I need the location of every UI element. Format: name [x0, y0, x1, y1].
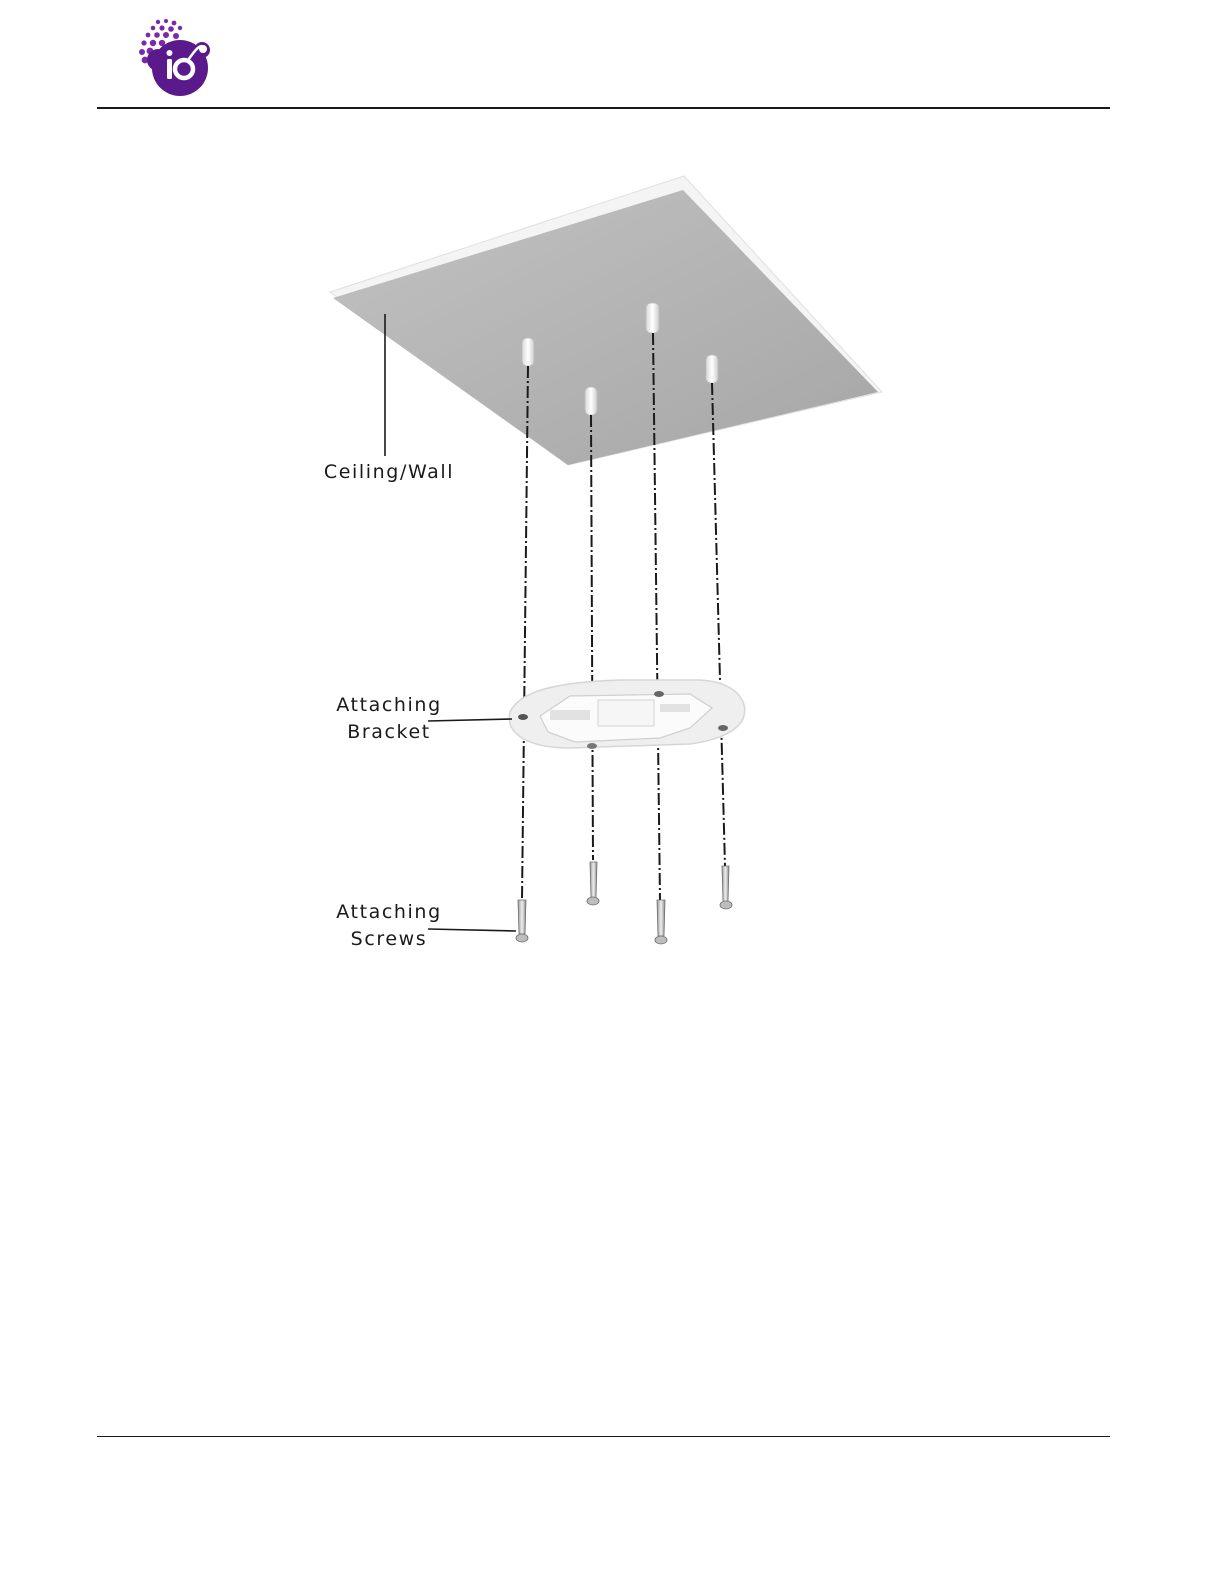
wall-anchor — [585, 387, 597, 415]
label-ceiling-wall: Ceiling/Wall — [323, 461, 455, 483]
screw — [655, 900, 667, 944]
ceiling-plate — [330, 176, 882, 465]
label-attaching-screws-line2: Screws — [350, 928, 428, 950]
footer-divider — [97, 1436, 1110, 1437]
attaching-screws — [516, 862, 732, 944]
wall-anchor — [522, 338, 534, 366]
wall-anchor — [706, 355, 718, 383]
screw — [720, 866, 732, 909]
attaching-bracket — [509, 680, 744, 749]
wall-anchor — [646, 303, 659, 333]
label-attaching-bracket-line2: Bracket — [347, 721, 431, 743]
label-attaching-screws-line1: Attaching — [336, 901, 442, 923]
screw — [587, 862, 599, 905]
screw — [516, 900, 528, 942]
label-attaching-bracket-line1: Attaching — [336, 694, 442, 716]
